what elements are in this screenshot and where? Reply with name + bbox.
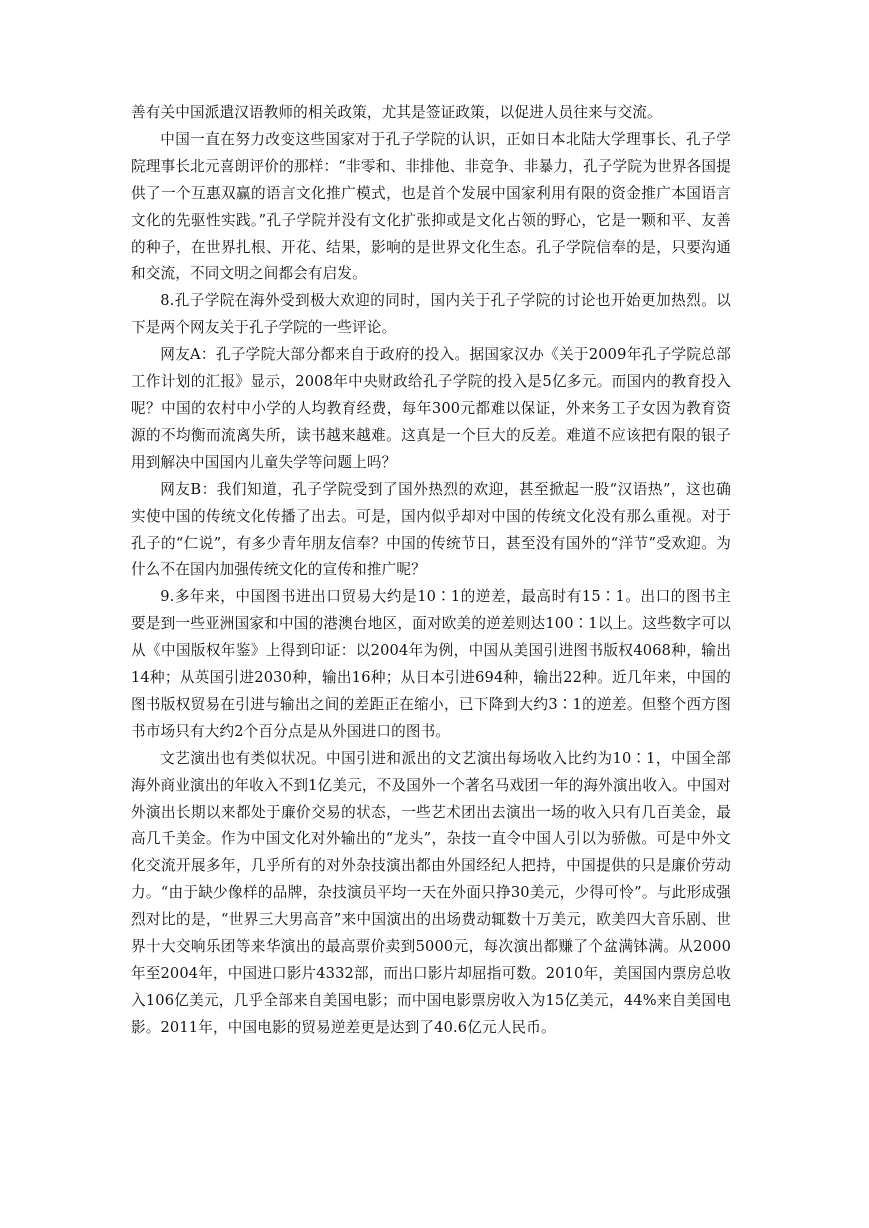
paragraph-netizen-a: 网友A：孔子学院大部分都来自于政府的投入。据国家汉办《关于2009年孔子学院总部工作计划的汇报》显示，2008年中央财政给孔子学院的投入是5亿多元。而国内的教育投入呢？中国的农村中小学的人均教育经费，每年300元都难以保证，外来务工子女因为教育资源的不均衡而流离失所，读书越来越难。这真是一个巨大的反差。难道不应该把有限的银子用到解决中国国内儿童失学等问题上吗？ <box>131 346 731 471</box>
paragraph-continued: 善有关中国派遣汉语教师的相关政策，尤其是签证政策，以促进人员往来与交流。 <box>131 104 662 121</box>
paragraph-netizen-b: 网友B：我们知道，孔子学院受到了国外热烈的欢迎，甚至掀起一股“汉语热”，这也确实使中国的传统文化传播了出去。可是，国内似乎却对中国的传统文化没有那么重视。对于孔子的“仁说”，有多少青年朋友信奉？中国的传统节日，甚至没有国外的“洋节”受欢迎。为什么不在国内加强传统文化的宣传和推广呢？ <box>131 480 731 579</box>
paragraph-performances: 文艺演出也有类似状况。中国引进和派出的文艺演出每场收入比约为10∶1，中国全部海外商业演出的年收入不到1亿美元，不及国外一个著名马戏团一年的海外演出收入。中国对外演出长期以来都处于廉价交易的状态，一些艺术团出去演出一场的收入只有几百美金，最高几千美金。作为中国文化对外输出的“龙头”，杂技一直令中国人引以为骄傲。可是中外文化交流开展多年，几乎所有的对外杂技演出都由外国经纪人把持，中国提供的只是廉价劳动力。“由于缺少像样的品牌，杂技演员平均一天在外面只挣30美元，少得可怜”。与此形成强烈对比的是，“世界三大男高音”来中国演出的出场费动辄数十万美元，欧美四大音乐剧、世界十大交响乐团等来华演出的最高票价卖到5000元，每次演出都赚了个盆满钵满。从2000年至2004年，中国进口影片4332部，而出口影片却屈指可数。2010年，美国国内票房总收入106亿美元，几乎全部来自美国电影；而中国电影票房收入为15亿美元，44%来自美国电影。2011年，中国电影的贸易逆差更是达到了40.6亿元人民币。 <box>131 749 731 1036</box>
document-body <box>131 100 731 1042</box>
paragraph-item-9: 9.多年来，中国图书进出口贸易大约是10∶1的逆差，最高时有15∶1。出口的图书主要是到一些亚洲国家和中国的港澳台地区，面对欧美的逆差则达100∶1以上。这些数字可以从《中国版权年鉴》上得到印证：以2004年为例，中国从美国引进图书版权4068种，输出14种；从英国引进2030种，输出16种；从日本引进694种，输出22种。近几年来，中国的图书版权贸易在引进与输出之间的差距正在缩小，已下降到大约3∶1的逆差。但整个西方图书市场只有大约2个百分点是从外国进口的图书。 <box>131 588 731 740</box>
paragraph-confucius-institute-recognition: 中国一直在努力改变这些国家对于孔子学院的认识，正如日本北陆大学理事长、孔子学院理事长北元喜朗评价的那样：“非零和、非排他、非竞争、非暴力，孔子学院为世界各国提供了一个互惠双赢的语言文化推广模式，也是首个发展中国家利用有限的资金推广本国语言文化的先驱性实践。”孔子学院并没有文化扩张抑或是文化占领的野心，它是一颗和平、友善的种子，在世界扎根、开花、结果，影响的是世界文化生态。孔子学院信奉的是，只要沟通和交流，不同文明之间都会有启发。 <box>131 130 731 283</box>
paragraph-item-8: 8.孔子学院在海外受到极大欢迎的同时，国内关于孔子学院的讨论也开始更加热烈。以下是两个网友关于孔子学院的一些评论。 <box>131 292 731 337</box>
